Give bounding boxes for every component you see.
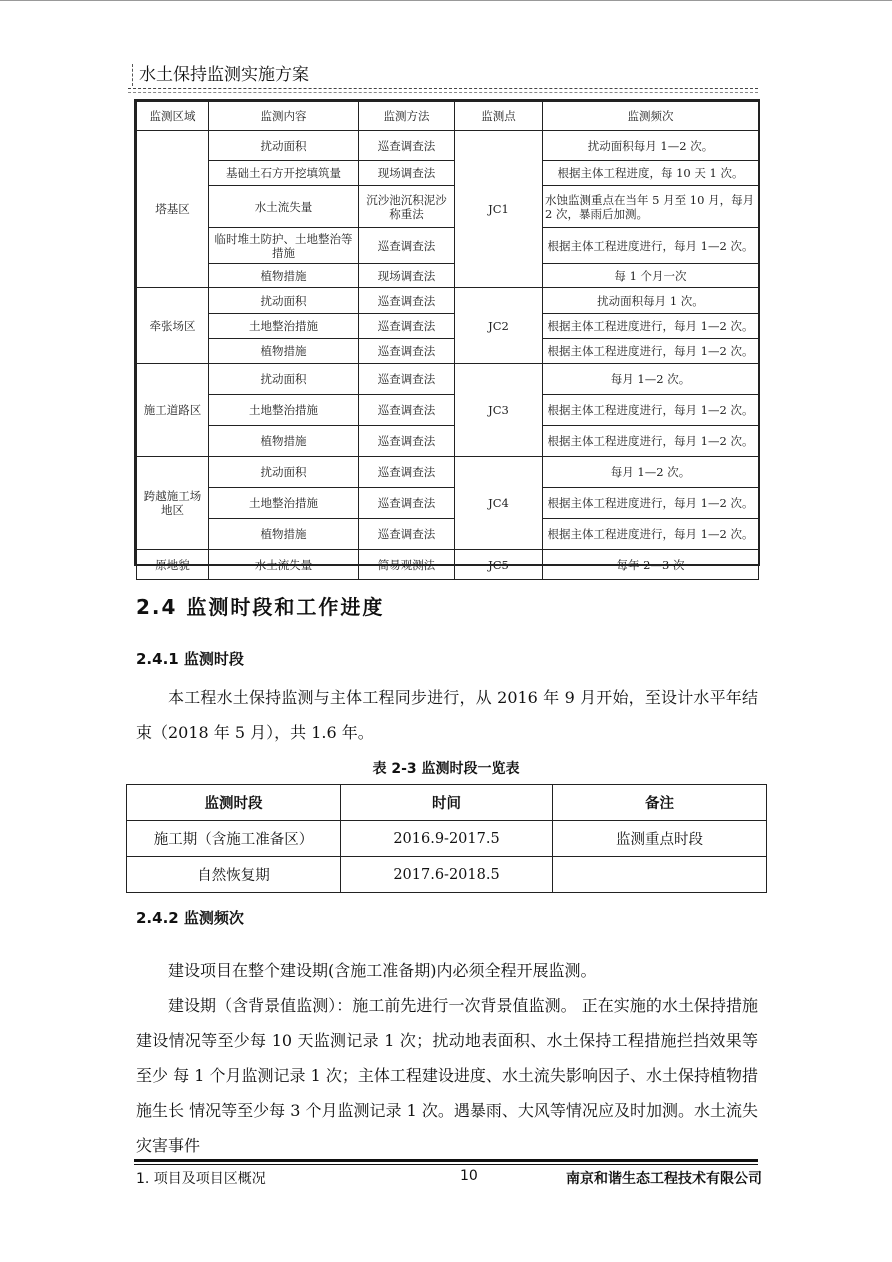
frequency-cell: 扰动面积每月 1 次。 bbox=[543, 288, 759, 314]
content-cell: 植物措施 bbox=[209, 339, 359, 364]
table-header-row bbox=[137, 102, 759, 131]
column-header: 监测区域 bbox=[137, 102, 209, 131]
frequency-cell: 每月 1—2 次。 bbox=[543, 364, 759, 395]
content-cell: 土地整治措施 bbox=[209, 314, 359, 339]
frequency-cell: 根据主体工程进度进行，每月 1—2 次。 bbox=[543, 488, 759, 519]
page-top-border bbox=[0, 0, 892, 1]
frequency-cell: 根据主体工程进度进行，每月 1—2 次。 bbox=[543, 395, 759, 426]
frequency-cell: 每月 1—2 次。 bbox=[543, 457, 759, 488]
point-cell: JC4 bbox=[455, 457, 543, 550]
table-row bbox=[137, 550, 759, 580]
method-cell: 简易观测法 bbox=[359, 550, 455, 580]
document-header-title: 水土保持监测实施方案 bbox=[132, 64, 309, 86]
column-header: 监测频次 bbox=[543, 102, 759, 131]
point-cell: JC5 bbox=[455, 550, 543, 580]
content-cell: 植物措施 bbox=[209, 426, 359, 457]
content-cell: 土地整治措施 bbox=[209, 488, 359, 519]
region-cell: 牵张场区 bbox=[137, 288, 209, 364]
table-cell: 施工期（含施工准备区） bbox=[127, 821, 341, 857]
frequency-cell: 根据主体工程进度进行，每月 1—2 次。 bbox=[543, 339, 759, 364]
table-row bbox=[137, 186, 759, 228]
method-cell: 现场调查法 bbox=[359, 161, 455, 186]
frequency-cell: 根据主体工程进度进行，每月 1—2 次。 bbox=[543, 228, 759, 264]
table-row bbox=[137, 339, 759, 364]
table-row bbox=[137, 364, 759, 395]
content-cell: 扰动面积 bbox=[209, 457, 359, 488]
table-row bbox=[137, 519, 759, 550]
region-cell: 跨越施工场地区 bbox=[137, 457, 209, 550]
period-paragraph: 本工程水土保持监测与主体工程同步进行，从 2016 年 9 月开始，至设计水平年结束（2018 年 5 月），共 1.6 年。 bbox=[136, 688, 758, 742]
table-row bbox=[127, 857, 767, 893]
content-cell: 水土流失量 bbox=[209, 550, 359, 580]
method-cell: 巡查调查法 bbox=[359, 364, 455, 395]
column-header: 监测方法 bbox=[359, 102, 455, 131]
monitoring-period-table bbox=[126, 784, 767, 893]
method-cell: 巡查调查法 bbox=[359, 519, 455, 550]
table-row bbox=[127, 821, 767, 857]
method-cell: 巡查调查法 bbox=[359, 288, 455, 314]
table-2-3-caption: 表 2-3 监测时段一览表 bbox=[372, 761, 520, 777]
content-cell: 土地整治措施 bbox=[209, 395, 359, 426]
method-cell: 巡查调查法 bbox=[359, 131, 455, 161]
header-divider-secondary bbox=[128, 92, 758, 93]
method-cell: 沉沙池沉积泥沙称重法 bbox=[359, 186, 455, 228]
column-header: 备注 bbox=[553, 785, 767, 821]
method-cell: 巡查调查法 bbox=[359, 228, 455, 264]
table-header-row bbox=[127, 785, 767, 821]
point-cell: JC2 bbox=[455, 288, 543, 364]
frequency-paragraph-2: 建设期（含背景值监测）：施工前先进行一次背景值监测。 正在实施的水土保持措施 建设情况等至少每 10 天监测记录 1 次；扰动地表面积、水土保持工程措施拦挡效果等至少 每 1 个月监测记录 1 次；主体工程建设进度、水土流失影响因子、水土保持植物措施生长 情况等至少每 3 个月监测记录 1 次。遇暴雨、大风等情况应及时加测。水土流失灾害事件 bbox=[136, 996, 758, 1155]
content-cell: 临时堆土防护、土地整治等措施 bbox=[209, 228, 359, 264]
frequency-paragraph-1: 建设项目在整个建设期(含施工准备期)内必须全程开展监测。 bbox=[168, 961, 597, 980]
frequency-cell: 水蚀监测重点在当年 5 月至 10 月，每月 2 次，暴雨后加测。 bbox=[543, 186, 759, 228]
table-row bbox=[137, 426, 759, 457]
frequency-cell: 扰动面积每月 1—2 次。 bbox=[543, 131, 759, 161]
footer-divider-thin bbox=[134, 1164, 758, 1165]
region-cell: 塔基区 bbox=[137, 131, 209, 288]
method-cell: 巡查调查法 bbox=[359, 426, 455, 457]
column-header: 监测时段 bbox=[127, 785, 341, 821]
table-cell: 2017.6-2018.5 bbox=[341, 857, 553, 893]
table-row bbox=[137, 314, 759, 339]
table-row bbox=[137, 131, 759, 161]
footer-company-name: 南京和谐生态工程技术有限公司 bbox=[566, 1171, 762, 1187]
method-cell: 巡查调查法 bbox=[359, 339, 455, 364]
method-cell: 巡查调查法 bbox=[359, 314, 455, 339]
table-row bbox=[137, 264, 759, 288]
method-cell: 现场调查法 bbox=[359, 264, 455, 288]
table-cell: 自然恢复期 bbox=[127, 857, 341, 893]
column-header: 时间 bbox=[341, 785, 553, 821]
frequency-cell: 根据主体工程进度进行，每月 1—2 次。 bbox=[543, 426, 759, 457]
table-cell: 监测重点时段 bbox=[553, 821, 767, 857]
region-cell: 施工道路区 bbox=[137, 364, 209, 457]
table-row bbox=[137, 161, 759, 186]
subsection-heading-2-4-1: 2.4.1 监测时段 bbox=[136, 650, 244, 668]
table-cell: 2016.9-2017.5 bbox=[341, 821, 553, 857]
frequency-cell: 根据主体工程进度进行，每月 1—2 次。 bbox=[543, 314, 759, 339]
method-cell: 巡查调查法 bbox=[359, 457, 455, 488]
column-header: 监测内容 bbox=[209, 102, 359, 131]
table-row bbox=[137, 228, 759, 264]
page-number: 10 bbox=[460, 1168, 478, 1184]
region-cell: 原地貌 bbox=[137, 550, 209, 580]
content-cell: 植物措施 bbox=[209, 519, 359, 550]
content-cell: 水土流失量 bbox=[209, 186, 359, 228]
table-row bbox=[137, 288, 759, 314]
method-cell: 巡查调查法 bbox=[359, 395, 455, 426]
column-header: 监测点 bbox=[455, 102, 543, 131]
content-cell: 扰动面积 bbox=[209, 131, 359, 161]
content-cell: 扰动面积 bbox=[209, 364, 359, 395]
content-cell: 植物措施 bbox=[209, 264, 359, 288]
method-cell: 巡查调查法 bbox=[359, 488, 455, 519]
table-cell bbox=[553, 857, 767, 893]
frequency-cell: 每年 2—3 次 bbox=[543, 550, 759, 580]
table-row bbox=[137, 395, 759, 426]
section-heading-2-4: 2.4 监测时段和工作进度 bbox=[136, 595, 385, 619]
subsection-heading-2-4-2: 2.4.2 监测频次 bbox=[136, 909, 244, 927]
point-cell: JC1 bbox=[455, 131, 543, 288]
footer-divider bbox=[134, 1159, 758, 1162]
frequency-cell: 根据主体工程进度进行，每月 1—2 次。 bbox=[543, 519, 759, 550]
table-row bbox=[137, 488, 759, 519]
footer-chapter-label: 1. 项目及项目区概况 bbox=[136, 1171, 266, 1187]
point-cell: JC3 bbox=[455, 364, 543, 457]
frequency-cell: 每 1 个月一次 bbox=[543, 264, 759, 288]
monitoring-frequency-table bbox=[136, 101, 759, 580]
content-cell: 基础土石方开挖填筑量 bbox=[209, 161, 359, 186]
frequency-cell: 根据主体工程进度，每 10 天 1 次。 bbox=[543, 161, 759, 186]
header-divider bbox=[128, 88, 758, 89]
content-cell: 扰动面积 bbox=[209, 288, 359, 314]
table-row bbox=[137, 457, 759, 488]
